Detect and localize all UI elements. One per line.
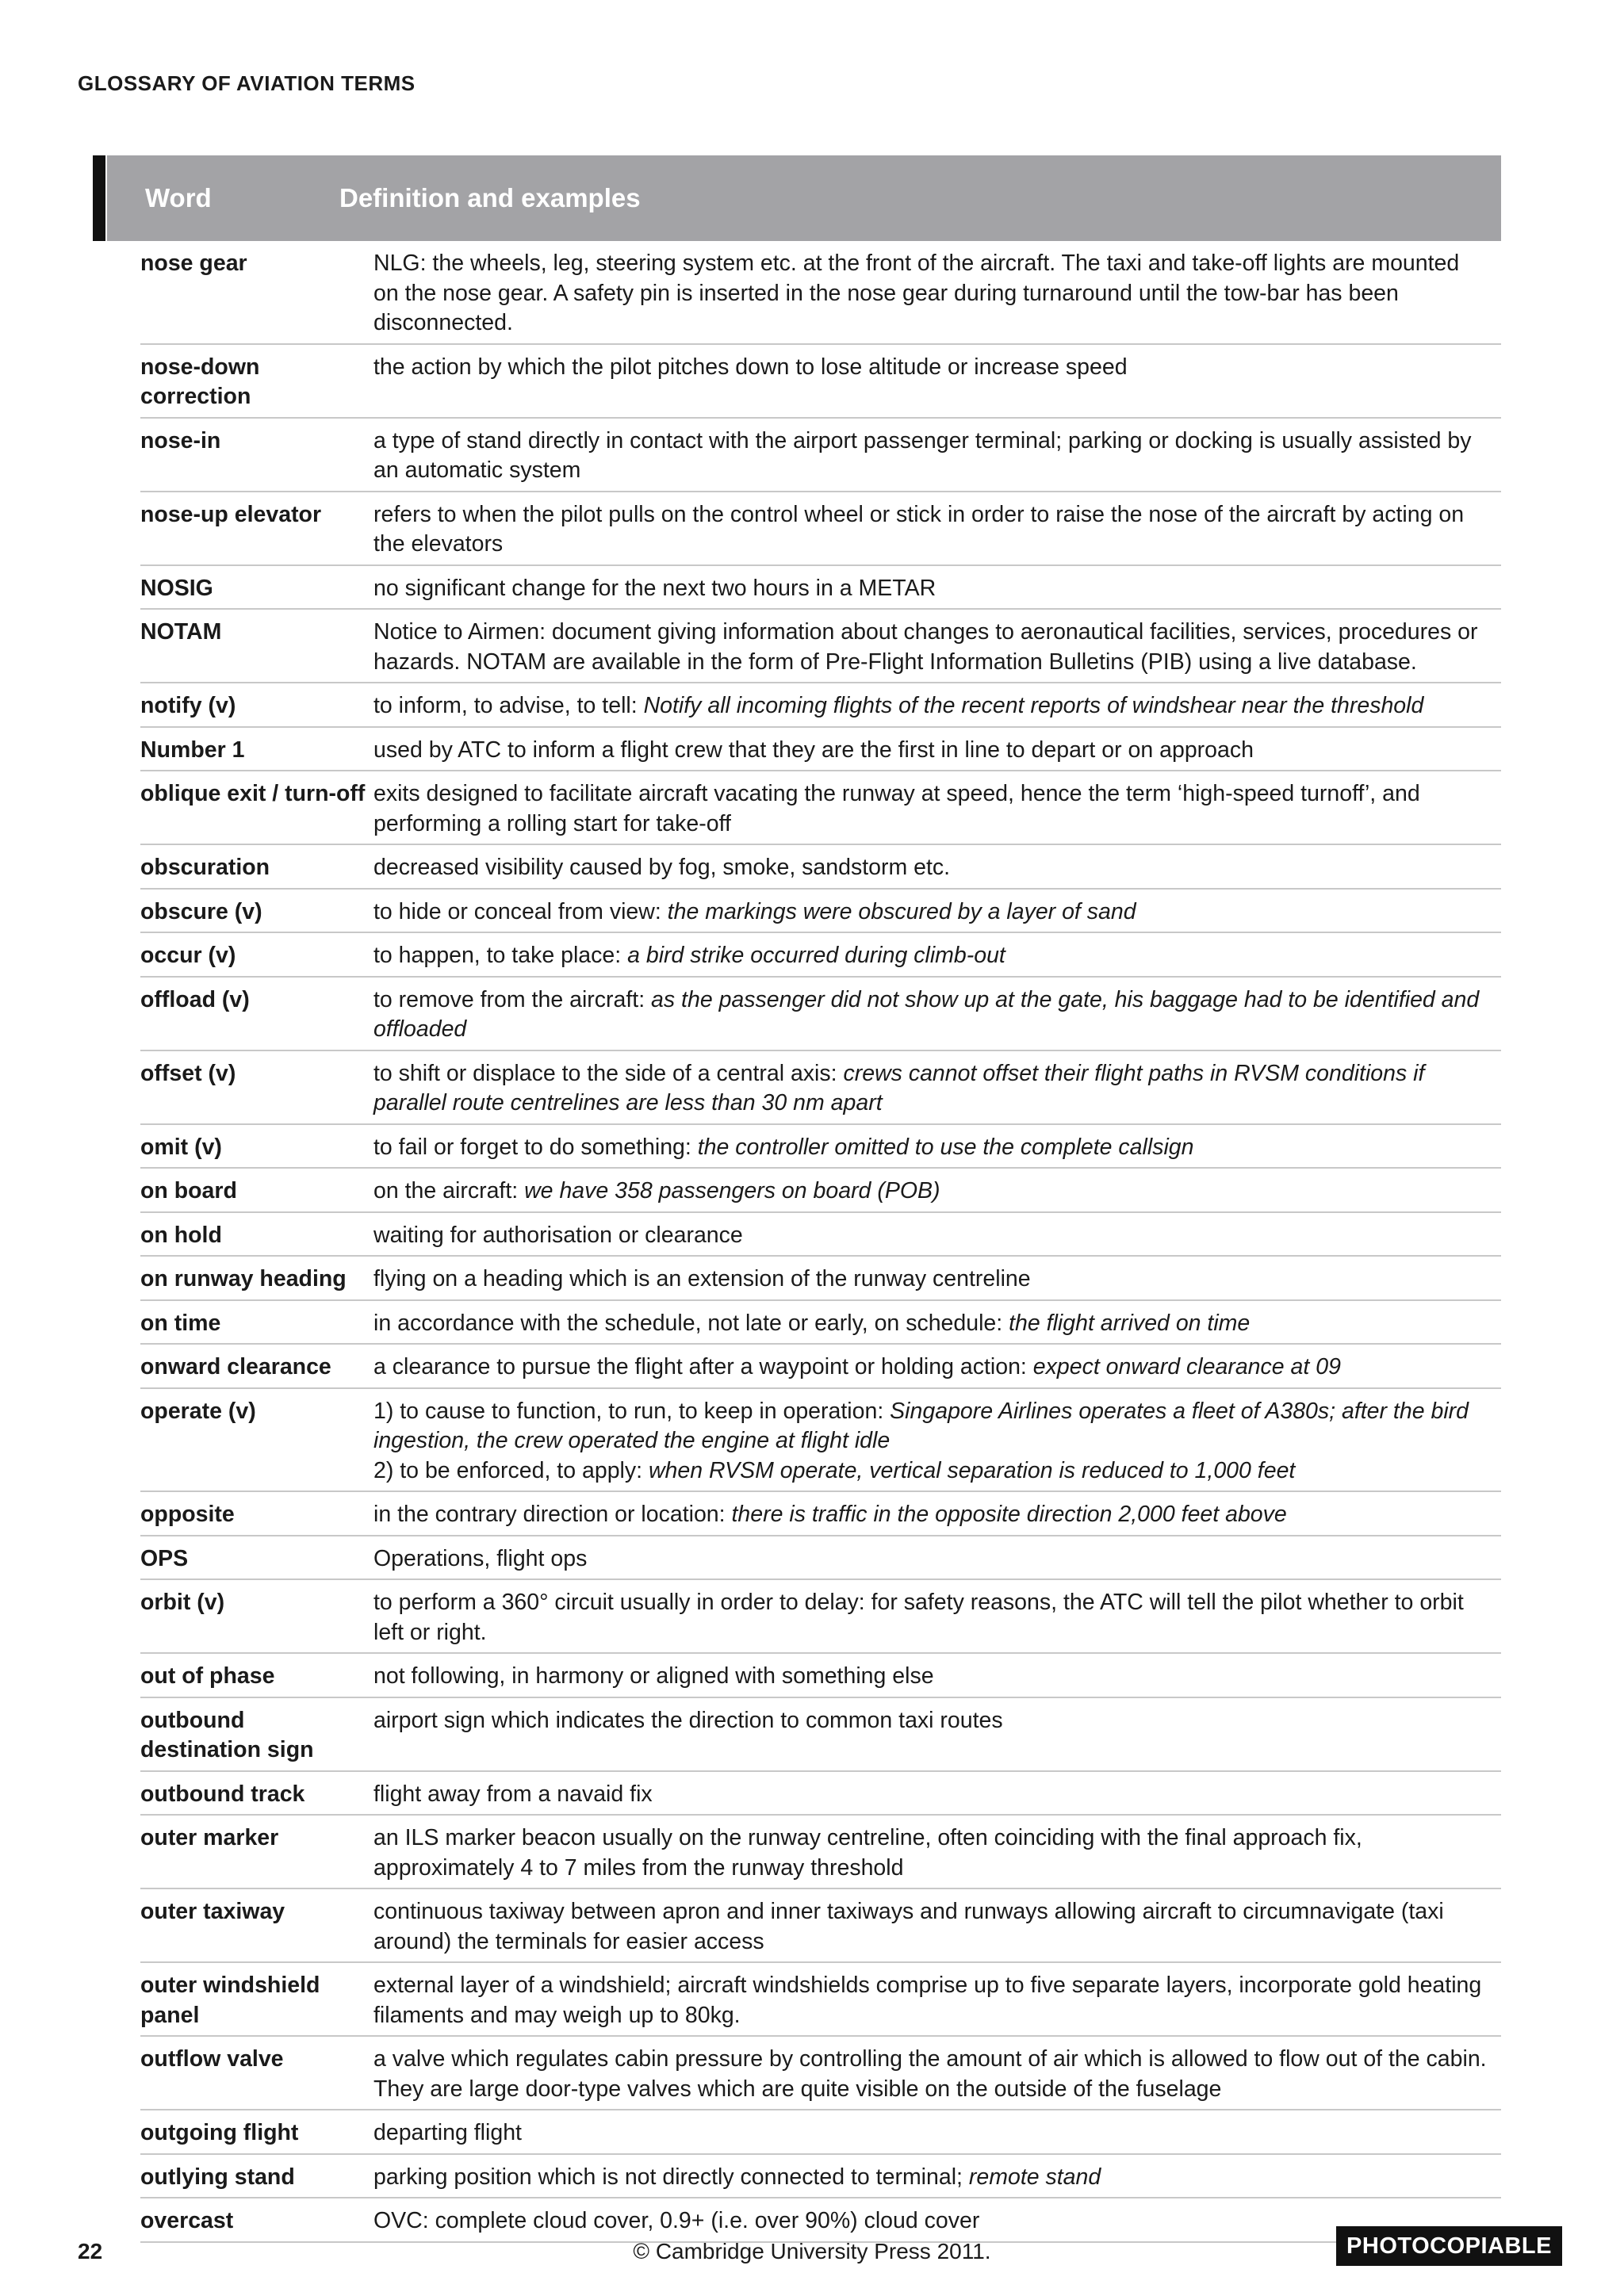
table-row [140,683,1501,728]
term-cell: OPS [140,1545,189,1571]
table-row [140,728,1501,772]
definition-text: 2) to be enforced, to apply: [373,1457,649,1483]
example-text: remote stand [968,2164,1101,2190]
definition-cell [373,853,1501,883]
definition-text: Notice to Airmen: document giving information about changes to aeronautical facilities, services, procedures or hazards. NOTAM are available in the form of Pre-Flight Information Bulletins (PIB) using a live database. [373,619,1478,675]
table-row [140,771,1501,845]
definition-line [373,1309,1487,1339]
term-cell: offset (v) [140,1060,236,1086]
table-row [140,610,1501,683]
definition-text: the action by which the pilot pitches down to lose altitude or increase speed [373,354,1128,380]
table-row [140,1816,1501,1889]
table-row [140,419,1501,492]
example-text: we have 358 passengers on board (POB) [524,1178,940,1203]
definition-line [373,618,1487,677]
definition-line [373,249,1487,339]
example-text: as the passenger did not show up at the gate, his baggage had to be identified and offloaded [373,986,1480,1042]
table-row [140,1654,1501,1698]
photocopiable-badge: PHOTOCOPIABLE [1336,2226,1562,2266]
definition-text: a clearance to pursue the flight after a waypoint or holding action: [373,1354,1033,1380]
definition-cell [373,1353,1501,1383]
term-cell: opposite [140,1502,235,1527]
table-accent-bar [93,155,105,241]
definition-line [373,2206,1487,2237]
definition-line [373,1133,1487,1163]
definition-line [373,853,1487,883]
table-row [140,1963,1501,2037]
definition-line [373,985,1487,1045]
term-cell: obscuration [140,855,270,880]
definition-text: to fail or forget to do something: [373,1134,698,1160]
definition-text: departing flight [373,2120,522,2145]
term-cell: oblique exit / turn-off [140,781,366,806]
definition-cell [373,779,1501,839]
definition-cell [373,1897,1501,1957]
example-text: the flight arrived on time [1009,1310,1251,1336]
definition-line [373,2045,1487,2104]
term-cell: on time [140,1310,221,1336]
table-row [140,2155,1501,2199]
definition-line [373,1662,1487,1692]
example-text: Notify all incoming flights of the recent reports of windshear near the threshold [643,693,1424,718]
definition-cell [373,897,1501,928]
definition-text: in the contrary direction or location: [373,1502,732,1527]
definition-line [373,1059,1487,1119]
example-text: expect onward clearance at 09 [1032,1354,1341,1380]
definition-text: Operations, flight ops [373,1545,588,1571]
definition-cell [373,427,1501,486]
table-row [140,1698,1501,1772]
definition-cell [373,1059,1501,1119]
table-row [140,1125,1501,1169]
term-cell: outer taxiway [140,1899,285,1924]
definition-line [373,2118,1487,2149]
example-text: a bird strike occurred during climb-out [627,943,1005,968]
example-text: when RVSM operate, vertical separation is reduced to 1,000 feet [648,1457,1296,1483]
definition-text: airport sign which indicates the direction to common taxi routes [373,1707,1003,1733]
definition-text: to remove from the aircraft: [373,986,652,1012]
copyright-notice: © Cambridge University Press 2011. [633,2239,991,2263]
table-row [140,845,1501,890]
term-cell: outbound track [140,1781,305,1807]
definition-line [373,1971,1487,2030]
term-cell: outer marker [140,1825,279,1850]
table-row [140,1051,1501,1125]
definition-line [373,1456,1487,1487]
definition-line [373,574,1487,604]
definition-text: OVC: complete cloud cover, 0.9+ (i.e. over 90%) cloud cover [373,2208,980,2233]
term-cell: Number 1 [140,737,245,763]
definition-cell [373,985,1501,1045]
definition-text: not following, in harmony or aligned with something else [373,1663,934,1689]
example-text: there is traffic in the opposite direction 2,000 feet above [731,1502,1287,1527]
term-cell: NOTAM [140,619,222,645]
term-cell: omit (v) [140,1134,222,1160]
definition-text: parking position which is not directly connected to terminal; [373,2164,969,2190]
definition-cell [373,1309,1501,1339]
definition-line [373,353,1487,383]
definition-text: continuous taxiway between apron and inner taxiways and runways allowing aircraft to circumnavigate (taxi around) the terminals for easier access [373,1899,1444,1954]
example-text: the markings were obscured by a layer of sand [667,898,1136,924]
definition-cell [373,1662,1501,1692]
definition-cell [373,574,1501,604]
example-text: crews cannot offset their flight paths in RVSM conditions if parallel route centrelines are less than 30 nm apart [373,1060,1425,1115]
page-header-title: GLOSSARY OF AVIATION TERMS [78,71,416,95]
definition-cell [373,1971,1501,2030]
definition-text: NLG: the wheels, leg, steering system etc. at the front of the aircraft. The taxi and take-off lights are mounted on the nose gear. A safety pin is inserted in the nose gear during turnaround until the tow-bar has been disconnected. [373,251,1460,335]
definition-cell [373,1133,1501,1163]
definition-text: external layer of a windshield; aircraft windshields comprise up to five separate layers, incorporate gold heating filaments and may weigh up to 80kg. [373,1973,1482,2028]
definition-line [373,1177,1487,1207]
definition-cell [373,1823,1501,1883]
definition-text: decreased visibility caused by fog, smoke, sandstorm etc. [373,855,951,880]
definition-text: in accordance with the schedule, not late or early, on schedule: [373,1310,1009,1336]
table-row [140,1492,1501,1536]
definition-text: no significant change for the next two hours in a METAR [373,575,936,601]
definition-line [373,736,1487,766]
term-cell: offload (v) [140,986,250,1012]
definition-text: flying on a heading which is an extension of the runway centreline [373,1266,1031,1292]
definition-cell [373,1544,1501,1575]
definition-cell [373,691,1501,721]
term-cell: outbound destination sign [140,1707,314,1762]
definition-cell [373,2163,1501,2193]
definition-text: to shift or displace to the side of a central axis: [373,1060,844,1086]
table-row [140,1772,1501,1816]
definition-line [373,500,1487,560]
definition-text: exits designed to facilitate aircraft vacating the runway at speed, hence the term ‘high-speed turnoff’, and performing a rolling start for take-off [373,781,1420,836]
term-cell: outgoing flight [140,2120,299,2145]
table-row [140,1301,1501,1345]
definition-text: to hide or conceal from view: [373,898,668,924]
term-cell: out of phase [140,1663,275,1689]
table-row [140,1213,1501,1257]
definition-cell [373,2118,1501,2149]
column-header-word: Word [145,183,212,212]
definition-cell [373,1500,1501,1530]
term-cell: nose-in [140,427,221,453]
definition-text: a valve which regulates cabin pressure by controlling the amount of air which is allowed to flow out of the cabin. They are large door-type valves which are quite visible on the outside of the fuselage [373,2046,1487,2102]
definition-line [373,1780,1487,1810]
definition-text: refers to when the pilot pulls on the control wheel or stick in order to raise the nose of the aircraft by acting on the elevators [373,501,1465,557]
definition-cell [373,941,1501,971]
table-row [140,1889,1501,1963]
table-header [107,155,1501,241]
definition-cell [373,2045,1501,2104]
definition-line [373,691,1487,721]
column-header-definition: Definition and examples [339,183,641,212]
definition-line [373,427,1487,486]
term-cell: outflow valve [140,2046,284,2072]
term-cell: outlying stand [140,2164,295,2190]
table-row [140,890,1501,934]
table-row [140,2037,1501,2110]
term-cell: nose-up elevator [140,501,322,527]
term-cell: notify (v) [140,693,236,718]
table-row [140,566,1501,610]
definition-text: 1) to cause to function, to run, to keep in operation: [373,1398,891,1424]
term-cell: operate (v) [140,1398,256,1424]
definition-line [373,1397,1487,1456]
definition-line [373,2163,1487,2193]
definition-text: used by ATC to inform a flight crew that they are the first in line to depart or on approach [373,737,1254,763]
definition-cell [373,2206,1501,2237]
definition-text: to perform a 360° circuit usually in order to delay: for safety reasons, the ATC will tell the pilot whether to orbit left or right. [373,1590,1464,1645]
definition-cell [373,353,1501,412]
definition-text: to happen, to take place: [373,943,628,968]
page-number: 22 [78,2239,103,2263]
table-row [140,345,1501,419]
term-cell: on hold [140,1222,222,1248]
definition-cell [373,618,1501,677]
term-cell: nose gear [140,251,247,276]
definition-cell [373,249,1501,339]
definition-cell [373,1221,1501,1251]
table-row [140,978,1501,1051]
term-cell: occur (v) [140,943,236,968]
definition-cell [373,1588,1501,1647]
definition-line [373,1706,1487,1736]
definition-cell [373,736,1501,766]
term-cell: NOSIG [140,575,213,601]
table-row [140,492,1501,566]
table-row [140,1345,1501,1389]
definition-line [373,1588,1487,1647]
term-cell: outer windshield panel [140,1973,320,2028]
definition-cell [373,1265,1501,1295]
example-text: the controller omitted to use the complete callsign [697,1134,1194,1160]
definition-cell [373,1397,1501,1487]
table-row [140,2110,1501,2155]
table-row [140,1257,1501,1301]
table-row [140,1389,1501,1493]
table-row [140,241,1501,345]
definition-line [373,1221,1487,1251]
definition-line [373,1897,1487,1957]
definition-text: flight away from a navaid fix [373,1781,653,1807]
definition-line [373,1823,1487,1883]
term-cell: onward clearance [140,1354,331,1380]
definition-cell [373,1706,1501,1766]
term-cell: overcast [140,2208,234,2233]
table-body [107,241,1501,2243]
example-text: Singapore Airlines operates a fleet of A380s; after the bird ingestion, the crew operated the engine at flight idle [373,1398,1469,1453]
definition-text: to inform, to advise, to tell: [373,693,644,718]
definition-line [373,1544,1487,1575]
definition-text: on the aircraft: [373,1178,525,1203]
definition-line [373,897,1487,928]
term-cell: orbit (v) [140,1590,225,1615]
definition-line [373,1500,1487,1530]
term-cell: obscure (v) [140,898,262,924]
glossary-table [107,155,1501,2243]
definition-line [373,1353,1487,1383]
term-cell: nose-down correction [140,354,260,409]
definition-line [373,1265,1487,1295]
table-row [140,1169,1501,1213]
term-cell: on board [140,1178,237,1203]
term-cell: on runway heading [140,1266,347,1292]
definition-text: waiting for authorisation or clearance [373,1222,743,1248]
definition-text: an ILS marker beacon usually on the runway centreline, often coinciding with the final approach fix, approximately 4 to 7 miles from the runway threshold [373,1825,1362,1881]
table-row [140,933,1501,978]
definition-cell [373,1780,1501,1810]
definition-cell [373,1177,1501,1207]
definition-line [373,941,1487,971]
table-row [140,1536,1501,1581]
definition-text: a type of stand directly in contact with the airport passenger terminal; parking or docking is usually assisted by an automatic system [373,427,1472,483]
definition-line [373,779,1487,839]
table-row [140,1580,1501,1654]
definition-cell [373,500,1501,560]
table-row [140,2198,1501,2243]
